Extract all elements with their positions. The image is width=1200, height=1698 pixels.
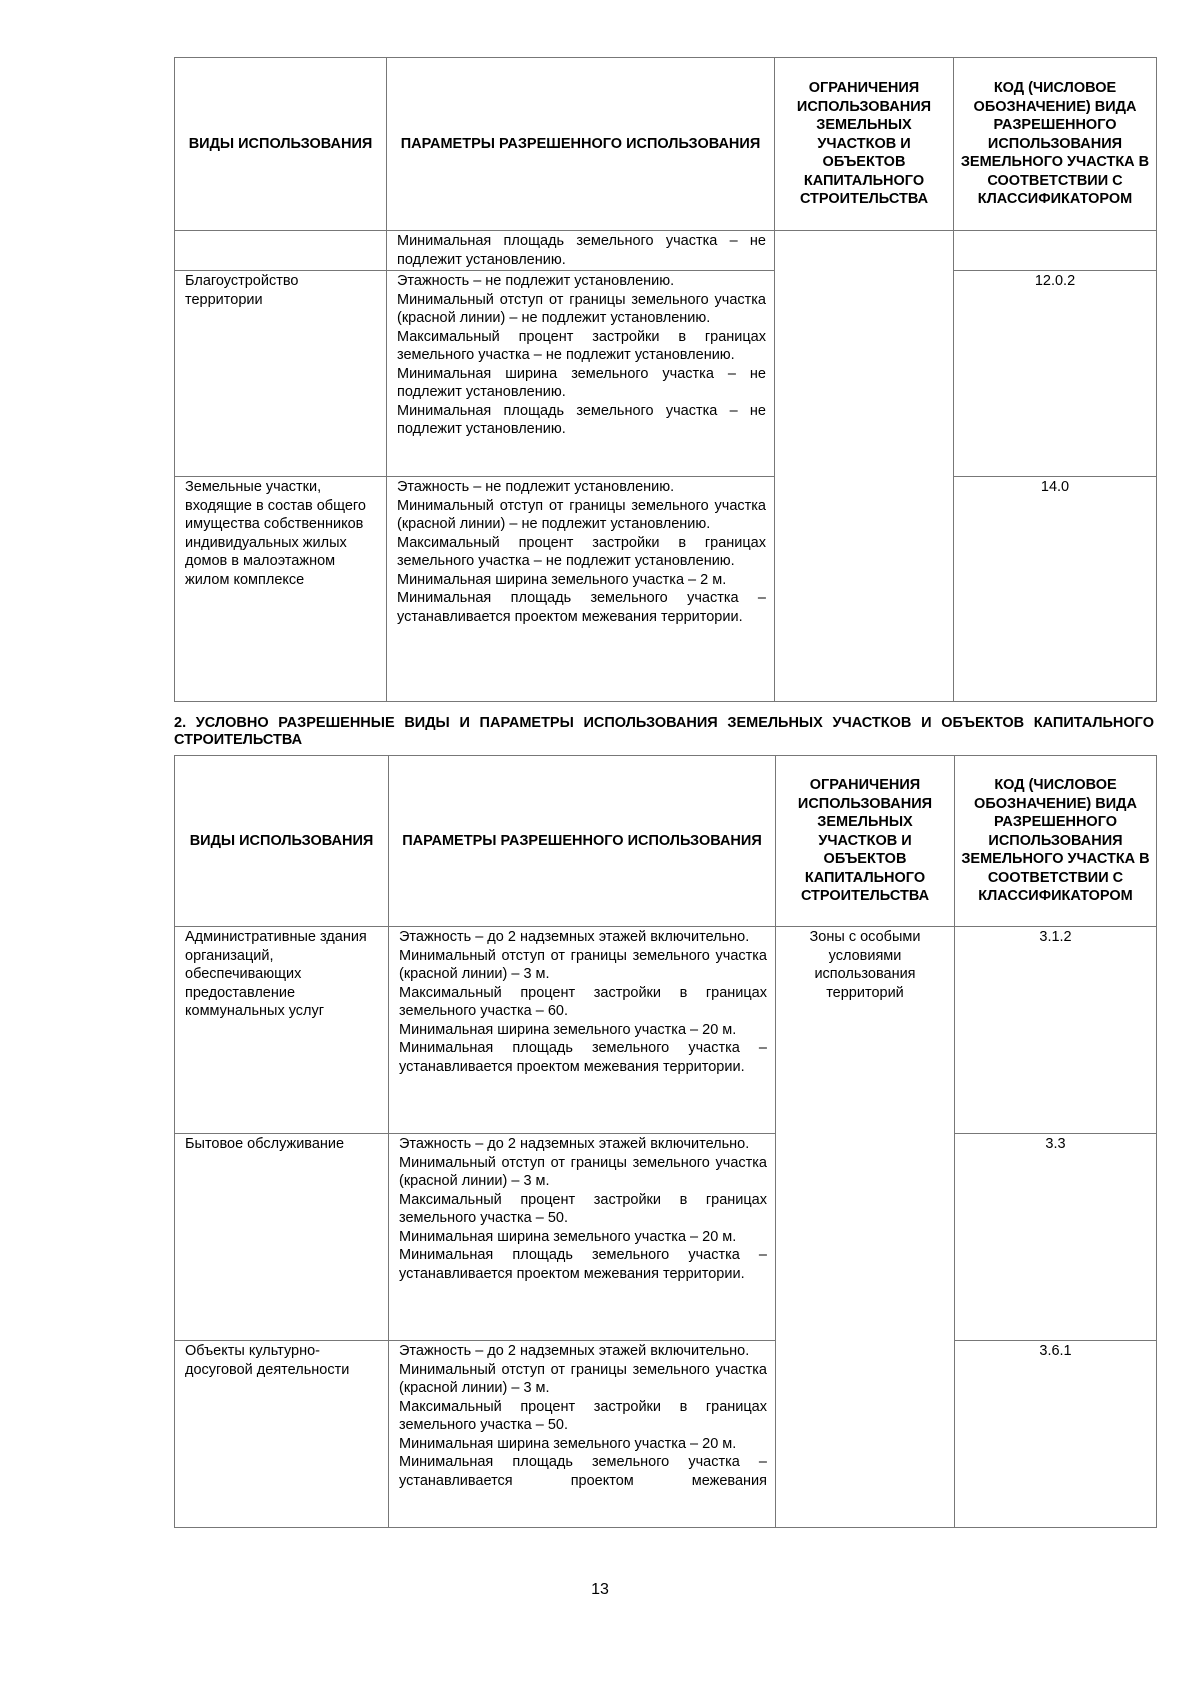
- table-header-row: [175, 58, 1157, 231]
- parameter-line: Минимальная площадь земельного участка – устанавливается проектом межевания: [399, 1454, 767, 1489]
- header-classifier-code: КОД (ЧИСЛОВОЕ ОБОЗНАЧЕНИЕ) ВИДА РАЗРЕШЕННОГО ИСПОЛЬЗОВАНИЯ ЗЕМЕЛЬНОГО УЧАСТКА В СООТВЕТСТВИИ С КЛАССИФИКАТОРОМ: [955, 756, 1157, 927]
- parameters-cell: [389, 1341, 776, 1528]
- parameter-line: Минимальная площадь земельного участка – устанавливается проектом межевания территории.: [397, 590, 766, 625]
- code-cell: 3.1.2: [955, 927, 1157, 1134]
- parameter-line: Этажность – не подлежит установлению.: [397, 273, 675, 289]
- parameter-line: Этажность – до 2 надземных этажей включительно.: [399, 929, 750, 945]
- header-restrictions: ОГРАНИЧЕНИЯ ИСПОЛЬЗОВАНИЯ ЗЕМЕЛЬНЫХ УЧАСТКОВ И ОБЪЕКТОВ КАПИТАЛЬНОГО СТРОИТЕЛЬСТВА: [775, 58, 954, 231]
- use-type-cell: Земельные участки, входящие в состав общего имущества собственников индивидуальных жилых домов в малоэтажном жилом комплексе: [175, 477, 387, 702]
- parameters-cell: [387, 477, 775, 702]
- table-row: [175, 477, 1157, 702]
- use-type-cell: [175, 231, 387, 271]
- header-parameters: ПАРАМЕТРЫ РАЗРЕШЕННОГО ИСПОЛЬЗОВАНИЯ: [387, 58, 775, 231]
- parameter-line: Минимальная ширина земельного участка – не подлежит установлению.: [397, 365, 766, 400]
- table-row: [175, 927, 1157, 1134]
- parameter-line: Максимальный процент застройки в границах земельного участка – 50.: [399, 1191, 767, 1226]
- parameter-line: Минимальная площадь земельного участка – устанавливается проектом межевания территории.: [399, 1247, 767, 1282]
- code-cell: 3.3: [955, 1134, 1157, 1341]
- header-use-types: ВИДЫ ИСПОЛЬЗОВАНИЯ: [175, 756, 389, 927]
- header-restrictions: ОГРАНИЧЕНИЯ ИСПОЛЬЗОВАНИЯ ЗЕМЕЛЬНЫХ УЧАСТКОВ И ОБЪЕКТОВ КАПИТАЛЬНОГО СТРОИТЕЛЬСТВА: [776, 756, 955, 927]
- parameters-cell: [389, 1134, 776, 1341]
- parameters-cell: [387, 231, 775, 271]
- parameter-line: Минимальная ширина земельного участка – 20 м.: [399, 1435, 737, 1452]
- parameter-line: Максимальный процент застройки в границах земельного участка – 50.: [399, 1398, 767, 1433]
- code-cell: 12.0.2: [954, 271, 1157, 477]
- code-cell: 3.6.1: [955, 1341, 1157, 1528]
- parameters-cell: [389, 927, 776, 1134]
- parameter-line: Минимальная площадь земельного участка – не подлежит установлению.: [397, 233, 766, 268]
- parameter-line: Максимальный процент застройки в границах земельного участка – не подлежит установлению.: [397, 328, 766, 363]
- table-row: [175, 271, 1157, 477]
- parameter-line: Минимальный отступ от границы земельного участка (красной линии) – не подлежит установлению.: [397, 291, 766, 326]
- parameter-line: Минимальная площадь земельного участка – не подлежит установлению.: [397, 402, 766, 437]
- parameter-line: Минимальный отступ от границы земельного участка (красной линии) – 3 м.: [399, 1361, 767, 1396]
- parameter-line: Минимальная площадь земельного участка – устанавливается проектом межевания территории.: [399, 1040, 767, 1075]
- parameter-line: Этажность – до 2 надземных этажей включительно.: [399, 1136, 750, 1152]
- parameter-line: Максимальный процент застройки в границах земельного участка – 60.: [399, 984, 767, 1019]
- parameter-line: Минимальный отступ от границы земельного участка (красной линии) – не подлежит установлению.: [397, 497, 766, 532]
- header-parameters: ПАРАМЕТРЫ РАЗРЕШЕННОГО ИСПОЛЬЗОВАНИЯ: [389, 756, 776, 927]
- parameter-line: Этажность – до 2 надземных этажей включительно.: [399, 1343, 750, 1359]
- code-cell: 14.0: [954, 477, 1157, 702]
- table-row: [175, 1134, 1157, 1341]
- parameter-line: Этажность – не подлежит установлению.: [397, 479, 675, 495]
- parameters-cell: [387, 271, 775, 477]
- permitted-uses-table: [174, 57, 1157, 702]
- use-type-cell: Административные здания организаций, обеспечивающих предоставление коммунальных услуг: [175, 927, 389, 1134]
- code-cell: [954, 231, 1157, 271]
- parameter-line: Минимальная ширина земельного участка – 20 м.: [399, 1021, 737, 1038]
- conditionally-permitted-uses-table: [174, 755, 1157, 1528]
- use-type-cell: Объекты культурно-досуговой деятельности: [175, 1341, 389, 1528]
- table-row: [175, 1341, 1157, 1528]
- parameter-line: Минимальная ширина земельного участка – 20 м.: [399, 1228, 737, 1245]
- restrictions-cell: [775, 231, 954, 702]
- parameter-line: Минимальная ширина земельного участка – 2 м.: [397, 571, 727, 588]
- header-classifier-code: КОД (ЧИСЛОВОЕ ОБОЗНАЧЕНИЕ) ВИДА РАЗРЕШЕННОГО ИСПОЛЬЗОВАНИЯ ЗЕМЕЛЬНОГО УЧАСТКА В СООТВЕТСТВИИ С КЛАССИФИКАТОРОМ: [954, 58, 1157, 231]
- use-type-cell: Благоустройство территории: [175, 271, 387, 477]
- parameter-line: Максимальный процент застройки в границах земельного участка – не подлежит установлению.: [397, 534, 766, 569]
- table-row: [175, 231, 1157, 271]
- header-use-types: ВИДЫ ИСПОЛЬЗОВАНИЯ: [175, 58, 387, 231]
- section-title: 2. УСЛОВНО РАЗРЕШЕННЫЕ ВИДЫ И ПАРАМЕТРЫ ИСПОЛЬЗОВАНИЯ ЗЕМЕЛЬНЫХ УЧАСТКОВ И ОБЪЕКТОВ КАПИТАЛЬНОГО СТРОИТЕЛЬСТВА: [174, 715, 1154, 748]
- parameter-line: Минимальный отступ от границы земельного участка (красной линии) – 3 м.: [399, 1154, 767, 1189]
- page-number: 13: [591, 1581, 609, 1598]
- restrictions-cell: Зоны с особыми условиями использования территорий: [776, 927, 955, 1528]
- parameter-line: Минимальный отступ от границы земельного участка (красной линии) – 3 м.: [399, 947, 767, 982]
- use-type-cell: Бытовое обслуживание: [175, 1134, 389, 1341]
- table-header-row: [175, 756, 1157, 927]
